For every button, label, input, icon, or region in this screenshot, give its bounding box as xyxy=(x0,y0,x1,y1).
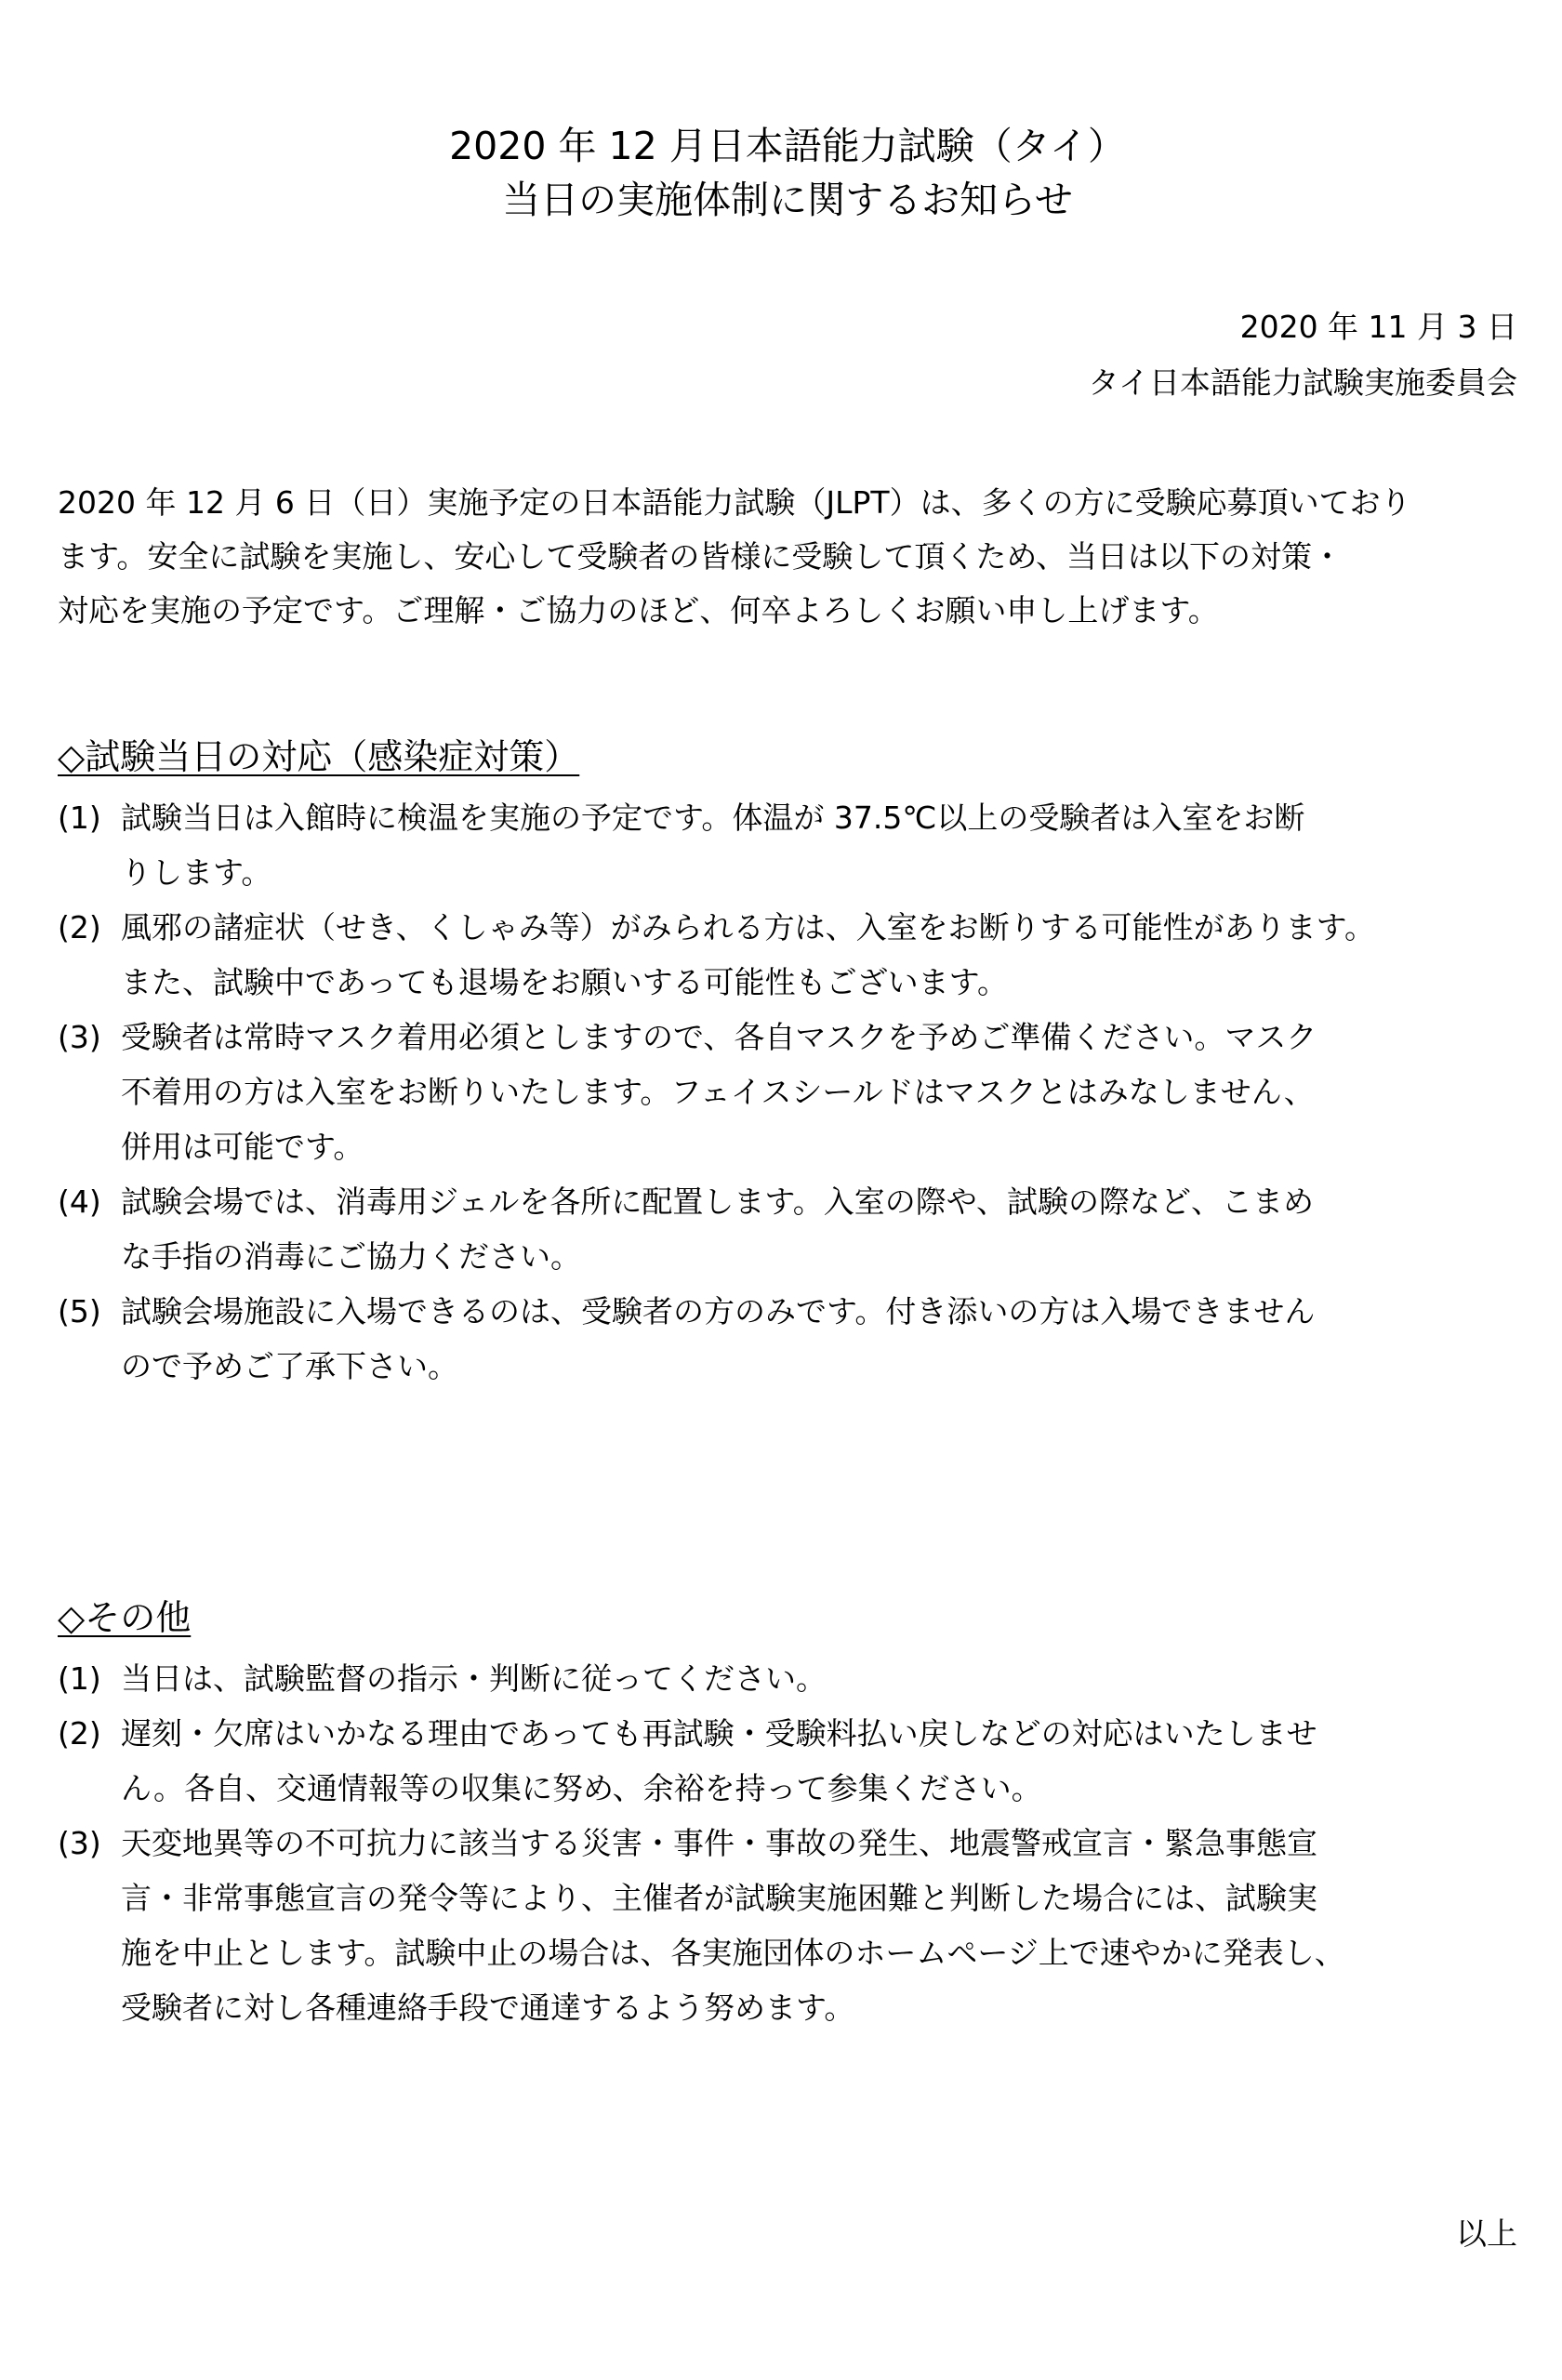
intro-line-3: 対応を実施の予定です。ご理解・ご協力のほど、何卒よろしくお願い申し上げます。 xyxy=(58,592,1219,628)
item-text: 風邪の諸症状（せき、くしゃみ等）がみられる方は、入室をお断りする可能性があります。 xyxy=(121,909,1376,945)
item-text: ので予めご了承下さい。 xyxy=(121,1348,458,1384)
item-number: (5) xyxy=(58,1293,101,1329)
title-line-1: 2020 年 12 月日本語能力試験（タイ） xyxy=(449,124,1126,168)
item-number: (1) xyxy=(58,1660,101,1697)
closing-text: 以上 xyxy=(1456,2215,1517,2252)
item-text: 試験会場では、消毒用ジェルを各所に配置します。入室の際や、試験の際など、こまめ xyxy=(121,1183,1315,1220)
list-item xyxy=(58,1706,1517,1816)
item-text: 受験者に対し各種連絡手段で通達するよう努めます。 xyxy=(121,1990,855,2026)
item-text: 受験者は常時マスク着用必須としますので、各自マスクを予めご準備ください。マスク xyxy=(121,1019,1317,1055)
section-heading: ◇試験当日の対応（感染症対策） xyxy=(58,736,580,777)
document-title xyxy=(58,119,1517,227)
intro-line-2: ます。安全に試験を実施し、安心して受験者の皆様に受験して頂くため、当日は以下の対策・ xyxy=(58,538,1344,575)
section-heading: ◇その他 xyxy=(58,1597,192,1638)
item-number: (1) xyxy=(58,800,101,836)
item-text: また、試験中であっても退場をお願いする可能性もございます。 xyxy=(121,964,1009,1000)
list-item xyxy=(58,1816,1517,2035)
item-text: 当日は、試験監督の指示・判断に従ってください。 xyxy=(121,1660,827,1697)
item-number: (3) xyxy=(58,1019,101,1055)
item-text: 施を中止とします。試験中止の場合は、各実施団体のホームページ上で速やかに発表し、 xyxy=(121,1935,1345,1971)
section-other xyxy=(58,1592,1517,2035)
item-text: ん。各自、交通情報等の収集に努め、余裕を持って参集ください。 xyxy=(121,1770,1042,1806)
item-text: な手指の消毒にご協力ください。 xyxy=(121,1238,581,1275)
item-text: 試験当日は入館時に検温を実施の予定です。体温が 37.5℃以上の受験者は入室をお断 xyxy=(121,800,1305,836)
issuer-name: タイ日本語能力試験実施委員会 xyxy=(1088,364,1517,401)
list-item xyxy=(58,790,1517,900)
list-item xyxy=(58,1651,1517,1706)
list-item xyxy=(58,1010,1517,1174)
list-item xyxy=(58,1284,1517,1394)
item-text: 言・非常事態宣言の発令等により、主催者が試験実施困難と判断した場合には、試験実 xyxy=(121,1880,1317,1916)
item-number: (3) xyxy=(58,1825,101,1861)
section-exam-day-measures xyxy=(58,731,1517,1394)
issue-date: 2020 年 11 月 3 日 xyxy=(1239,309,1517,345)
list-item xyxy=(58,900,1517,1010)
document-page xyxy=(58,0,1517,2380)
item-text: 遅刻・欠席はいかなる理由であっても再試験・受験料払い戻しなどの対応はいたしませ xyxy=(121,1715,1317,1752)
list-item xyxy=(58,1174,1517,1284)
item-text: りします。 xyxy=(121,854,272,891)
intro-paragraph xyxy=(58,476,1517,638)
item-text: 不着用の方は入室をお断りいたします。フェイスシールドはマスクとはみなしません、 xyxy=(121,1074,1315,1110)
document-meta xyxy=(1089,299,1517,411)
item-text: 試験会場施設に入場できるのは、受験者の方のみです。付き添いの方は入場できません xyxy=(121,1293,1316,1329)
item-number: (4) xyxy=(58,1183,101,1220)
intro-line-1: 2020 年 12 月 6 日（日）実施予定の日本語能力試験（JLPT）は、多くの方に受験応募頂いており xyxy=(58,484,1411,521)
item-text: 併用は可能です。 xyxy=(121,1129,364,1165)
item-number: (2) xyxy=(58,1715,101,1752)
item-text: 天変地異等の不可抗力に該当する災害・事件・事故の発生、地震警戒宣言・緊急事態宣 xyxy=(121,1825,1317,1861)
title-line-2: 当日の実施体制に関するお知らせ xyxy=(502,178,1073,222)
item-number: (2) xyxy=(58,909,101,945)
